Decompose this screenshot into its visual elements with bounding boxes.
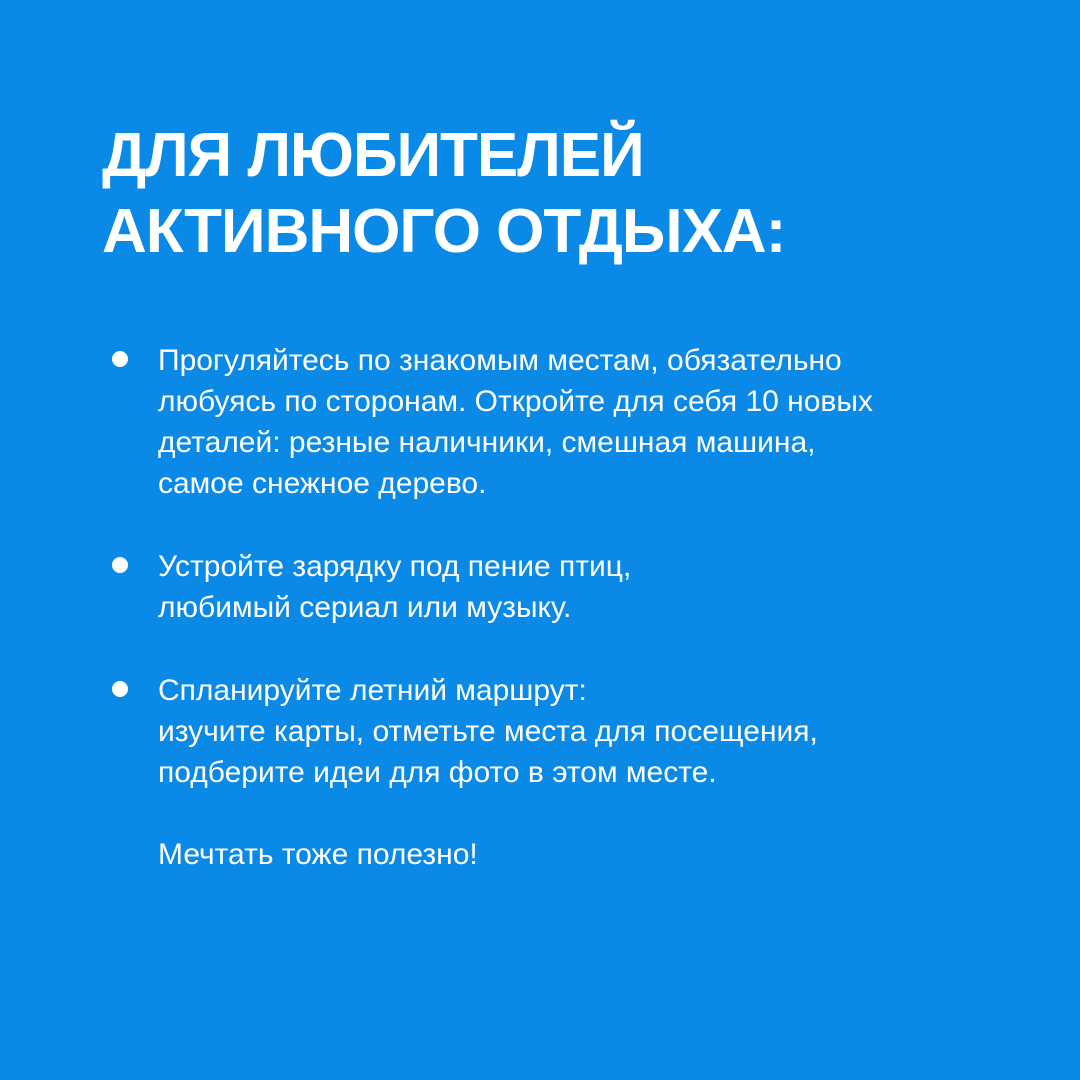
list-item-line: любуясь по сторонам. Откройте для себя 10 новых (158, 385, 873, 418)
closing-note: Мечтать тоже полезно! (158, 838, 478, 871)
list-item-line: деталей: резные наличники, смешная машина, (158, 426, 816, 459)
title-line-1: ДЛЯ ЛЮБИТЕЛЕЙ (102, 121, 644, 190)
tips-list (108, 340, 1008, 917)
list-item-line: Устройте зарядку под пение птиц, (158, 550, 632, 583)
list-item-walk (108, 340, 1008, 504)
bullet-dot-icon (112, 557, 128, 573)
bullet-dot-icon (112, 351, 128, 367)
list-item-line: подберите идеи для фото в этом месте. (158, 756, 717, 789)
list-item-line: Спланируйте летний маршрут: (158, 674, 587, 707)
list-item-route (108, 670, 1008, 875)
list-item-line: самое снежное дерево. (158, 467, 487, 500)
bullet-dot-icon (112, 681, 128, 697)
list-item-exercise (108, 546, 1008, 628)
list-item-line: Прогуляйтесь по знакомым местам, обязательно (158, 344, 842, 377)
list-item-line: изучите карты, отметьте места для посещения, (158, 715, 818, 748)
list-item-line: любимый сериал или музыку. (158, 591, 572, 624)
title-line-2: АКТИВНОГО ОТДЫХА: (102, 197, 786, 266)
page-title (102, 118, 785, 270)
